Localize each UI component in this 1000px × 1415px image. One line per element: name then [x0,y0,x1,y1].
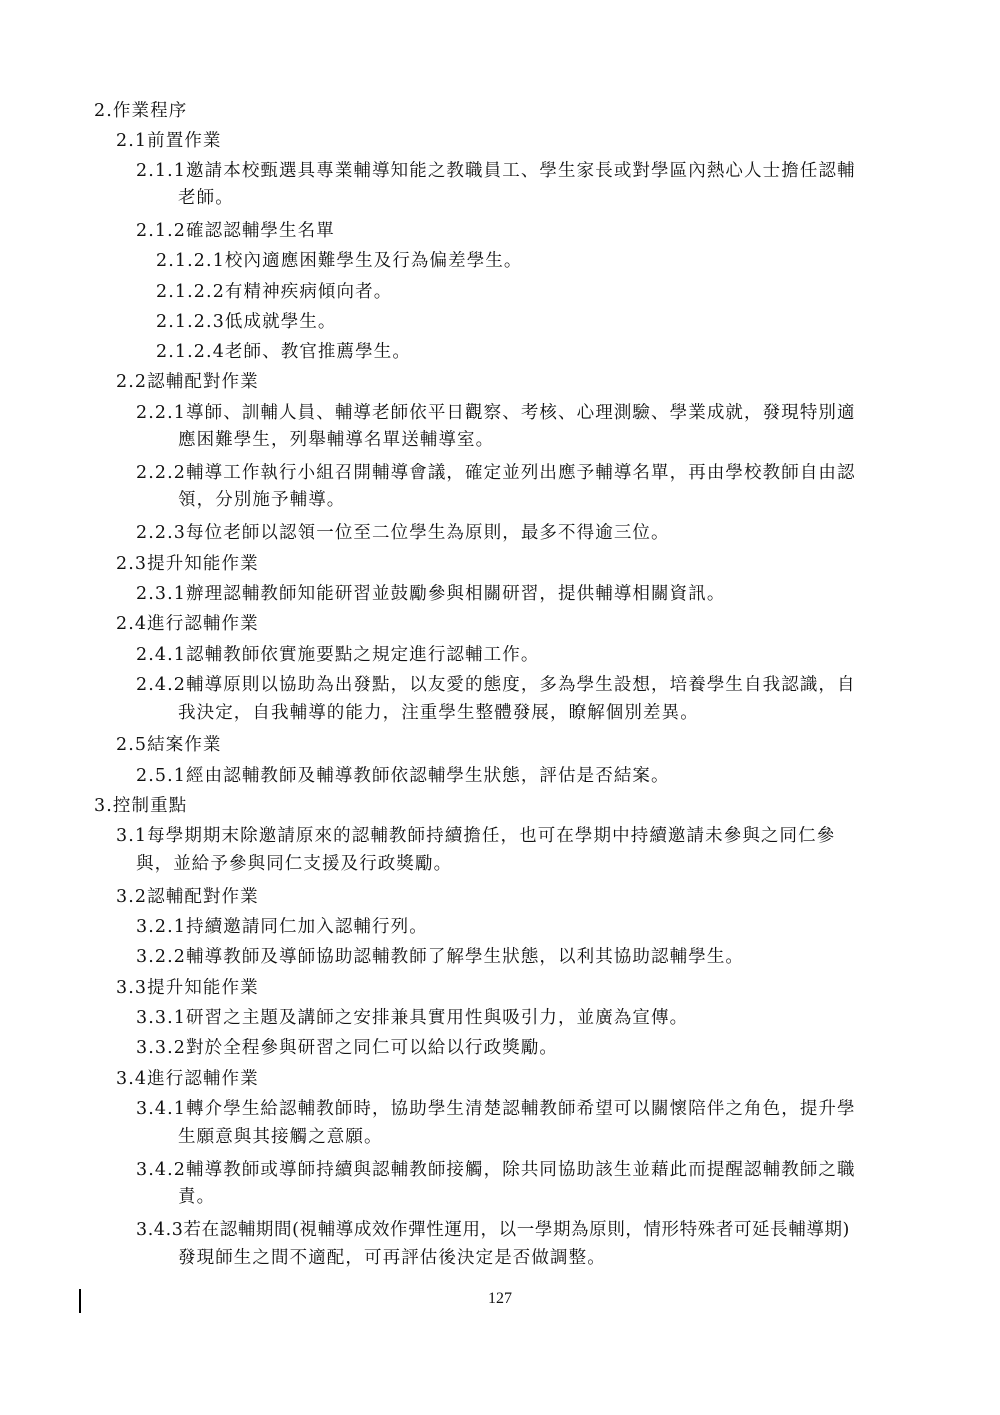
subheading-3-4: 3.4進行認輔作業 [116,1069,259,1089]
item-2-4-2-cont: 我決定，自我輔導的能力，注重學生整體發展，瞭解個別差異。 [178,703,699,723]
item-3-1: 3.1每學期期末除邀請原來的認輔教師持續擔任，也可在學期中持續邀請未參與之同仁參 [116,826,836,846]
item-2-3-1: 2.3.1辦理認輔教師知能研習並鼓勵參與相關研習，提供輔導相關資訊。 [136,584,726,604]
subheading-counseling: 2.4進行認輔作業 [116,614,259,634]
subheading-3-3: 3.3提升知能作業 [116,978,259,998]
item-3-4-2-cont: 責。 [178,1187,216,1207]
item-2-5-1: 2.5.1經由認輔教師及輔導教師依認輔學生狀態，評估是否結案。 [136,766,670,786]
item-3-1-cont: 與，並給予參與同仁支援及行政獎勵。 [136,854,453,874]
heading-control-points: 3.控制重點 [94,796,188,816]
item-3-4-1-cont: 生願意與其接觸之意願。 [178,1127,383,1147]
item-2-1-2-1: 2.1.2.1校內適應困難學生及行為偏差學生。 [156,251,523,271]
item-2-1-1-cont: 老師。 [178,188,234,208]
subheading-preparation: 2.1前置作業 [116,131,222,151]
heading-procedure: 2.作業程序 [94,101,188,121]
item-2-2-2: 2.2.2輔導工作執行小組召開輔導會議，確定並列出應予輔導名單，再由學校教師自由認 [136,463,856,483]
subheading-closing: 2.5結案作業 [116,735,222,755]
subheading-3-2: 3.2認輔配對作業 [116,887,259,907]
item-2-1-2-3: 2.1.2.3低成就學生。 [156,312,337,332]
subheading-competency: 2.3提升知能作業 [116,554,259,574]
item-2-1-2: 2.1.2確認認輔學生名單 [136,221,335,241]
item-2-4-1: 2.4.1認輔教師依實施要點之規定進行認輔工作。 [136,645,540,665]
item-3-4-1: 3.4.1轉介學生給認輔教師時，協助學生清楚認輔教師希望可以關懷陪伴之角色，提升學 [136,1099,856,1119]
item-3-2-1: 3.2.1持續邀請同仁加入認輔行列。 [136,917,428,937]
page-number: 127 [488,1290,512,1307]
item-2-2-1-cont: 應困難學生，列舉輔導名單送輔導室。 [178,430,495,450]
item-3-3-1: 3.3.1研習之主題及講師之安排兼具實用性與吸引力，並廣為宣傳。 [136,1008,689,1028]
item-3-2-2: 3.2.2輔導教師及導師協助認輔教師了解學生狀態，以利其協助認輔學生。 [136,947,745,967]
item-2-1-2-2: 2.1.2.2有精神疾病傾向者。 [156,282,393,302]
subheading-matching: 2.2認輔配對作業 [116,372,259,392]
item-3-3-2: 3.3.2對於全程參與研習之同仁可以給以行政獎勵。 [136,1038,559,1058]
item-3-4-2: 3.4.2輔導教師或導師持續與認輔教師接觸，除共同協助該生並藉此而提醒認輔教師之職 [136,1160,856,1180]
item-2-1-1: 2.1.1邀請本校甄選具專業輔導知能之教職員工、學生家長或對學區內熱心人士擔任認輔 [136,161,856,181]
item-3-4-3-cont: 發現師生之間不適配，可再評估後決定是否做調整。 [178,1248,606,1268]
item-2-2-2-cont: 領，分別施予輔導。 [178,490,346,510]
item-2-4-2: 2.4.2輔導原則以協助為出發點，以友愛的態度，多為學生設想，培養學生自我認識，自 [136,675,856,695]
item-2-1-2-4: 2.1.2.4老師、教官推薦學生。 [156,342,411,362]
item-3-4-3: 3.4.3若在認輔期間(視輔導成效作彈性運用，以一學期為原則，情形特殊者可延長輔導期) [136,1220,850,1240]
item-2-2-1: 2.2.1導師、訓輔人員、輔導老師依平日觀察、考核、心理測驗、學業成就，發現特別適 [136,403,856,423]
item-2-2-3: 2.2.3每位老師以認領一位至二位學生為原則，最多不得逾三位。 [136,523,670,543]
